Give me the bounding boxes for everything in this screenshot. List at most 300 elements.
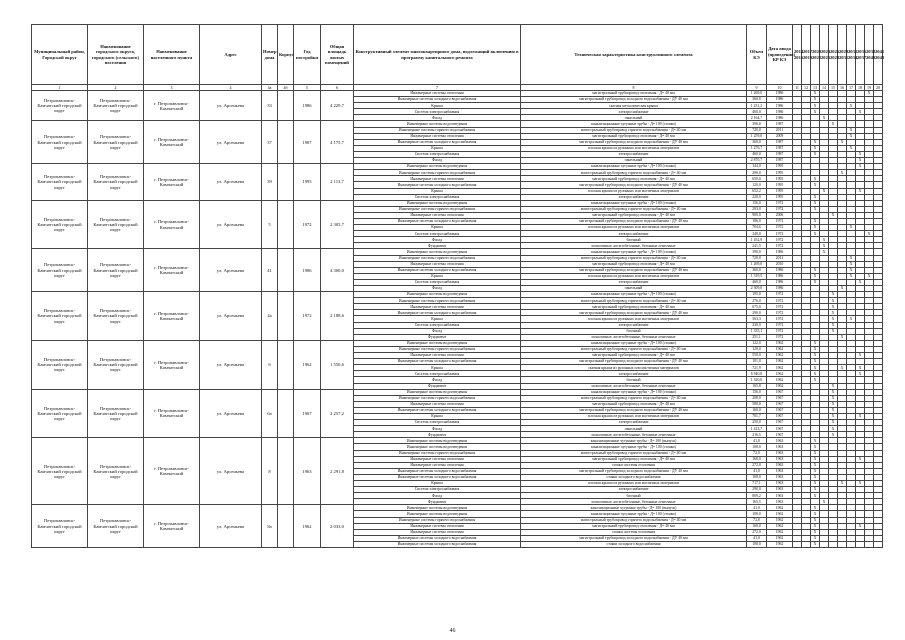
date-cell: 1963: [767, 462, 793, 468]
volume-cell: 396,0: [747, 121, 767, 127]
date-cell: 1963: [767, 444, 793, 450]
tech-cell: блочный: [521, 328, 747, 334]
volume-cell: 1 269,0: [747, 91, 767, 97]
volume-cell: 251,1: [747, 334, 767, 340]
period-cell: X: [829, 316, 838, 322]
object-district-cell: Петропавловск-Камчатский городской округ: [32, 121, 88, 164]
date-cell: 1995: [767, 188, 793, 194]
element-cell: Инженерные системы холодного водоснабжения: [354, 218, 521, 224]
element-cell: Фундамент: [354, 499, 521, 505]
element-cell: Крыша: [354, 145, 521, 151]
column-header: Год постройки: [294, 25, 321, 85]
object-settlement-cell: Петропавловск-Камчатский городской округ: [88, 438, 144, 505]
period-cell: X: [865, 231, 874, 237]
date-cell: 1972: [767, 243, 793, 249]
period-cell: X: [811, 462, 820, 468]
period-cell: X: [811, 517, 820, 523]
period-cell: X: [811, 279, 820, 285]
volume-cell: 240,0: [747, 231, 767, 237]
date-cell: 2006: [767, 212, 793, 218]
volume-cell: 1 335,1: [747, 328, 767, 334]
period-cell: X: [856, 151, 865, 157]
period-cell: X: [856, 413, 865, 419]
element-cell: Фасад: [354, 328, 521, 334]
object-street-cell: ул. Арсеньева: [200, 389, 262, 438]
column-header: 2032 2034: [847, 25, 856, 85]
period-cell: X: [811, 200, 820, 206]
column-header: 2035 2037: [856, 25, 865, 85]
period-cell: X: [829, 401, 838, 407]
object-locality-cell: г. Петропавловск-Камчатский: [144, 389, 200, 438]
date-cell: 1987: [767, 121, 793, 127]
table-row: [32, 438, 883, 444]
element-cell: Крыша: [354, 273, 521, 279]
object-locality-cell: г. Петропавловск-Камчатский: [144, 249, 200, 292]
element-cell: Инженерные системы отопления: [354, 212, 521, 218]
element-cell: Инженерные системы холодного водоснабжения: [354, 541, 521, 547]
period-cell: X: [856, 109, 865, 115]
tech-cell: электроснабжение: [521, 231, 747, 237]
period-cell: X: [838, 365, 847, 371]
tech-cell: монолитные, железобетонные, бетонные ленточные: [521, 383, 747, 389]
volume-cell: 1 320,0: [747, 377, 767, 383]
object-street-cell: ул. Арсеньева: [200, 505, 262, 548]
column-number: 17: [847, 85, 856, 91]
date-cell: 1972: [767, 292, 793, 298]
volume-cell: 809,2: [747, 493, 767, 499]
date-cell: 1995: [767, 164, 793, 170]
period-cell: X: [811, 450, 820, 456]
period-cell: X: [811, 273, 820, 279]
volume-cell: 550,0: [747, 353, 767, 359]
object-house-cell: 6а: [262, 389, 278, 438]
volume-cell: 290,0: [747, 310, 767, 316]
table-row: [32, 340, 883, 346]
tech-cell: канализационные чугунные трубы - Д= 100 (стояки): [521, 200, 747, 206]
tech-cell: канализационные чугунные трубы - Д= 100 (стояки): [521, 389, 747, 395]
period-cell: X: [811, 377, 820, 383]
tech-cell: электроснабжение: [521, 322, 747, 328]
column-number: 7: [354, 85, 521, 91]
element-cell: Инженерные системы водоотведения: [354, 121, 521, 127]
period-cell: X: [838, 286, 847, 292]
object-street-cell: ул. Арсеньева: [200, 164, 262, 201]
object-district-cell: Петропавловск-Камчатский городской округ: [32, 164, 88, 201]
date-cell: 1986: [767, 91, 793, 97]
date-cell: 1986: [767, 267, 793, 273]
period-cell: X: [811, 353, 820, 359]
period-cell: X: [865, 91, 874, 97]
volume-cell: 108,0: [747, 511, 767, 517]
element-cell: Инженерные системы горячего водоснабжения: [354, 450, 521, 456]
period-cell: X: [820, 115, 829, 121]
tech-cell: магистральный трубопровод отопления - Д= 40 мм: [521, 176, 747, 182]
element-cell: Система электроснабжения: [354, 194, 521, 200]
period-cell: X: [811, 371, 820, 377]
tech-cell: панельный: [521, 115, 747, 121]
object-area-cell: 2 188,6: [321, 292, 354, 341]
object-area-cell: 2 113,7: [321, 164, 354, 201]
element-cell: Инженерные системы отопления: [354, 401, 521, 407]
tech-cell: магистральный трубопровод отопления - Д= 40 мм: [521, 212, 747, 218]
column-header: 2029 2031: [838, 25, 847, 85]
element-cell: Инженерные системы горячего водоснабжения: [354, 170, 521, 176]
volume-cell: 72,0: [747, 450, 767, 456]
period-cell: X: [820, 237, 829, 243]
date-cell: 1986: [767, 279, 793, 285]
tech-cell: магистральный трубопровод отопления - Д= 40 мм: [521, 401, 747, 407]
period-cell: X: [811, 109, 820, 115]
table-body: [32, 91, 883, 548]
object-street-cell: ул. Арсеньева: [200, 438, 262, 505]
object-building-cell: [278, 292, 294, 341]
date-cell: 1967: [767, 395, 793, 401]
column-number: 4: [200, 85, 262, 91]
element-cell: Фасад: [354, 286, 521, 292]
element-cell: Инженерные системы горячего водоснабжения: [354, 298, 521, 304]
column-number: 16: [838, 85, 847, 91]
element-cell: Система электроснабжения: [354, 371, 521, 377]
date-cell: 1995: [767, 194, 793, 200]
object-locality-cell: г. Петропавловск-Камчатский: [144, 340, 200, 389]
tech-cell: магистральный трубопровод горячего водоснабжения - Д= 40 мм: [521, 395, 747, 401]
element-cell: Система электроснабжения: [354, 420, 521, 426]
header-row: [32, 25, 883, 85]
tech-cell: электроснабжение: [521, 194, 747, 200]
column-number: 3: [144, 85, 200, 91]
period-cell: X: [811, 511, 820, 517]
object-building-cell: [278, 505, 294, 548]
column-header: Конструктивный элемент многоквартирного дома, подлежащий включению в программу капитального ремонта: [354, 25, 521, 85]
column-number: 14: [820, 85, 829, 91]
object-locality-cell: г. Петропавловск-Камчатский: [144, 200, 200, 249]
period-cell: [829, 541, 838, 547]
capital-repair-table: [31, 24, 883, 548]
element-cell: Инженерные системы водоотведения: [354, 164, 521, 170]
date-cell: 1986: [767, 115, 793, 121]
period-cell: X: [838, 481, 847, 487]
column-header: Наименование городского округа, городского (сельского) поселения: [88, 25, 144, 85]
period-cell: X: [829, 322, 838, 328]
tech-cell: электроснабжение: [521, 109, 747, 115]
date-cell: 1995: [767, 170, 793, 176]
object-building-cell: [278, 438, 294, 505]
element-cell: Система электроснабжения: [354, 231, 521, 237]
object-district-cell: Петропавловск-Камчатский городской округ: [32, 389, 88, 438]
column-number: 2: [88, 85, 144, 91]
element-cell: Крыша: [354, 365, 521, 371]
tech-cell: канализационные чугунные трубы - Д= 100 (выпуск): [521, 505, 747, 511]
tech-cell: магистральный трубопровод отопления - Д= 40 мм: [521, 353, 747, 359]
period-cell: X: [847, 103, 856, 109]
period-cell: X: [811, 359, 820, 365]
element-cell: Фундамент: [354, 334, 521, 340]
period-cell: X: [811, 474, 820, 480]
column-header: Муниципальный район, Городской округ: [32, 25, 88, 85]
tech-cell: блочный: [521, 493, 747, 499]
column-number: 8: [521, 85, 747, 91]
element-cell: Фундамент: [354, 432, 521, 438]
period-cell: X: [811, 365, 820, 371]
element-cell: Инженерные системы водоотведения: [354, 249, 521, 255]
period-cell: X: [811, 145, 820, 151]
volume-cell: 2 870,7: [747, 158, 767, 164]
date-cell: 1967: [767, 407, 793, 413]
date-cell: 2009: [767, 133, 793, 139]
element-cell: Инженерные системы отопления: [354, 462, 521, 468]
tech-cell: блочный: [521, 237, 747, 243]
element-cell: Инженерные системы горячего водоснабжения: [354, 346, 521, 352]
date-cell: 1995: [767, 176, 793, 182]
object-locality-cell: г. Петропавловск-Камчатский: [144, 164, 200, 201]
volume-cell: 208,0: [747, 395, 767, 401]
object-year-cell: 1995: [294, 164, 321, 201]
period-cell: X: [811, 346, 820, 352]
object-district-cell: Петропавловск-Камчатский городской округ: [32, 200, 88, 249]
tech-cell: блочный: [521, 377, 747, 383]
date-cell: 1986: [767, 103, 793, 109]
date-cell: 2011: [767, 255, 793, 261]
element-cell: Система электроснабжения: [354, 151, 521, 157]
period-cell: X: [811, 438, 820, 444]
element-cell: Инженерные системы холодного водоснабжения: [354, 310, 521, 316]
column-header: Общая площадь жилых помещений: [321, 25, 354, 85]
date-cell: 1962: [767, 505, 793, 511]
period-cell: X: [829, 304, 838, 310]
volume-cell: 290,0: [747, 170, 767, 176]
object-house-cell: 8а: [262, 505, 278, 548]
volume-cell: 1 259,0: [747, 133, 767, 139]
element-cell: Инженерные системы водоотведения: [354, 389, 521, 395]
table-row: [32, 121, 883, 127]
period-cell: X: [829, 212, 838, 218]
element-cell: Инженерные системы водоотведения: [354, 200, 521, 206]
date-cell: 2010: [767, 261, 793, 267]
period-cell: X: [811, 493, 820, 499]
date-cell: 1987: [767, 158, 793, 164]
volume-cell: 120,0: [747, 182, 767, 188]
page-number: 46: [449, 628, 456, 634]
object-settlement-cell: Петропавловск-Камчатский городской округ: [88, 292, 144, 341]
tech-cell: плоская крыша из рулонных или мастичных материалов: [521, 188, 747, 194]
object-settlement-cell: Петропавловск-Камчатский городской округ: [88, 200, 144, 249]
object-locality-cell: г. Петропавловск-Камчатский: [144, 292, 200, 341]
period-cell: [865, 541, 874, 547]
element-cell: Инженерные системы горячего водоснабжения: [354, 395, 521, 401]
element-cell: Крыша: [354, 188, 521, 194]
object-building-cell: [278, 164, 294, 201]
element-cell: Крыша: [354, 225, 521, 231]
period-cell: X: [811, 97, 820, 103]
date-cell: 1972: [767, 225, 793, 231]
volume-cell: 2 309,0: [747, 286, 767, 292]
element-cell: Фасад: [354, 377, 521, 383]
period-cell: X: [829, 432, 838, 438]
element-cell: Инженерные системы отопления: [354, 456, 521, 462]
date-cell: 1962: [767, 353, 793, 359]
element-cell: Инженерные системы отопления: [354, 261, 521, 267]
period-cell: X: [856, 164, 865, 170]
object-district-cell: Петропавловск-Камчатский городской округ: [32, 438, 88, 505]
column-header: 2014 2016: [793, 25, 802, 85]
volume-cell: 101,0: [747, 359, 767, 365]
element-cell: Фасад: [354, 115, 521, 121]
column-number: 9: [747, 85, 767, 91]
object-district-cell: Петропавловск-Камчатский городской округ: [32, 340, 88, 389]
date-cell: 1972: [767, 334, 793, 340]
element-cell: Инженерные системы отопления: [354, 91, 521, 97]
period-cell: X: [847, 316, 856, 322]
element-cell: Инженерные системы холодного водоснабжения: [354, 407, 521, 413]
tech-cell: магистральный трубопровод холодного водоснабжения - ДУ 40 мм: [521, 468, 747, 474]
object-house-cell: 5: [262, 200, 278, 249]
period-cell: X: [847, 225, 856, 231]
object-house-cell: 4а: [262, 292, 278, 341]
object-settlement-cell: Петропавловск-Камчатский городской округ: [88, 389, 144, 438]
period-cell: X: [838, 139, 847, 145]
object-area-cell: 2 305,7: [321, 200, 354, 249]
period-cell: X: [865, 273, 874, 279]
table-row: [32, 292, 883, 298]
element-cell: Инженерные системы водоотведения: [354, 438, 521, 444]
column-header: 2038 2040: [865, 25, 874, 85]
volume-cell: 186,0: [747, 218, 767, 224]
period-cell: X: [820, 499, 829, 505]
date-cell: 1962: [767, 340, 793, 346]
date-cell: 1972: [767, 316, 793, 322]
period-cell: X: [829, 328, 838, 334]
tech-cell: магистральный трубопровод холодного водоснабжения - ДУ 40 мм: [521, 97, 747, 103]
period-cell: [802, 541, 811, 547]
tech-cell: монолитные, железобетонные, бетонные ленточные: [521, 432, 747, 438]
date-cell: 1967: [767, 432, 793, 438]
volume-cell: 717,1: [747, 481, 767, 487]
element-cell: Инженерные системы водоотведения: [354, 444, 521, 450]
period-cell: X: [811, 456, 820, 462]
object-street-cell: ул. Арсеньева: [200, 200, 262, 249]
period-cell: X: [856, 188, 865, 194]
date-cell: 1963: [767, 474, 793, 480]
period-cell: X: [847, 273, 856, 279]
date-cell: 1987: [767, 139, 793, 145]
tech-cell: магистральный трубопровод холодного водоснабжения - ДУ 40 мм: [521, 359, 747, 365]
object-district-cell: Петропавловск-Камчатский городской округ: [32, 91, 88, 121]
date-cell: 1962: [767, 377, 793, 383]
volume-cell: 290,0: [747, 487, 767, 493]
column-number: 13: [811, 85, 820, 91]
period-cell: X: [829, 383, 838, 389]
period-cell: X: [829, 395, 838, 401]
column-number: 6: [321, 85, 354, 91]
period-cell: X: [856, 371, 865, 377]
object-street-cell: ул. Арсеньева: [200, 91, 262, 121]
tech-cell: магистральный трубопровод холодного водоснабжения - ДУ 40 мм: [521, 218, 747, 224]
column-number: 5: [294, 85, 321, 91]
date-cell: 1972: [767, 328, 793, 334]
period-cell: X: [847, 145, 856, 151]
period-cell: X: [811, 91, 820, 97]
object-area-cell: 4 175,7: [321, 121, 354, 164]
object-house-cell: 6: [262, 340, 278, 389]
period-cell: X: [838, 334, 847, 340]
column-header: Номер дома: [262, 25, 278, 85]
volume-cell: 108,0: [747, 474, 767, 480]
element-cell: Система электроснабжения: [354, 487, 521, 493]
object-building-cell: [278, 389, 294, 438]
element-cell: Инженерные системы отопления: [354, 529, 521, 535]
volume-cell: 156,0: [747, 389, 767, 395]
element-cell: Инженерные системы холодного водоснабжения: [354, 468, 521, 474]
column-header: Корпус: [278, 25, 294, 85]
column-number: 12: [802, 85, 811, 91]
date-cell: 1987: [767, 151, 793, 157]
object-year-cell: 1986: [294, 249, 321, 292]
object-settlement-cell: Петропавловск-Камчатский городской округ: [88, 121, 144, 164]
column-number: 18: [856, 85, 865, 91]
period-cell: X: [847, 127, 856, 133]
element-cell: Инженерные системы водоотведения: [354, 511, 521, 517]
volume-cell: 580,0: [747, 401, 767, 407]
period-cell: [847, 541, 856, 547]
element-cell: Инженерные системы горячего водоснабжения: [354, 206, 521, 212]
period-cell: X: [811, 529, 820, 535]
date-cell: 1962: [767, 523, 793, 529]
volume-cell: 195,0: [747, 292, 767, 298]
date-cell: 1963: [767, 481, 793, 487]
volume-cell: 41,0: [747, 505, 767, 511]
object-settlement-cell: Петропавловск-Камчатский городской округ: [88, 164, 144, 201]
element-cell: Фундамент: [354, 243, 521, 249]
tech-cell: панельный: [521, 158, 747, 164]
period-cell: X: [820, 243, 829, 249]
element-cell: Инженерные системы горячего водоснабжения: [354, 255, 521, 261]
object-locality-cell: г. Петропавловск-Камчатский: [144, 438, 200, 505]
object-year-cell: 1986: [294, 91, 321, 121]
volume-cell: 216,5: [747, 432, 767, 438]
volume-cell: 1 276,7: [747, 145, 767, 151]
tech-cell: магистральный трубопровод горячего водоснабжения - Д= 40 мм: [521, 170, 747, 176]
tech-cell: плоская крыша из рулонных или мастичных материалов: [521, 413, 747, 419]
element-cell: Инженерные системы холодного водоснабжения: [354, 182, 521, 188]
period-cell: X: [811, 444, 820, 450]
tech-cell: стояки холодного водоснабжения: [521, 541, 747, 547]
object-year-cell: 1987: [294, 121, 321, 164]
volume-cell: 108,0: [747, 444, 767, 450]
tech-cell: магистральный трубопровод отопления - Д= 40 мм: [521, 523, 747, 529]
volume-cell: 120,0: [747, 346, 767, 352]
volume-cell: 41,0: [747, 468, 767, 474]
period-cell: X: [856, 279, 865, 285]
table-row: [32, 91, 883, 97]
period-cell: X: [856, 523, 865, 529]
object-house-cell: 39: [262, 164, 278, 201]
tech-cell: электроснабжение: [521, 151, 747, 157]
object-year-cell: 1972: [294, 292, 321, 341]
table-row: [32, 389, 883, 395]
period-cell: X: [847, 267, 856, 273]
tech-cell: монолитные, железобетонные, бетонные ленточные: [521, 334, 747, 340]
column-number: 20: [874, 85, 883, 91]
period-cell: [874, 541, 883, 547]
volume-cell: 360,0: [747, 267, 767, 273]
volume-cell: 460,0: [747, 151, 767, 157]
element-cell: Фасад: [354, 426, 521, 432]
date-cell: 1962: [767, 365, 793, 371]
tech-cell: магистральный трубопровод холодного водоснабжения - ДУ 40 мм: [521, 267, 747, 273]
period-cell: X: [829, 310, 838, 316]
date-cell: 2011: [767, 127, 793, 133]
tech-cell: магистральный трубопровод горячего водоснабжения - Д= 40 мм: [521, 255, 747, 261]
